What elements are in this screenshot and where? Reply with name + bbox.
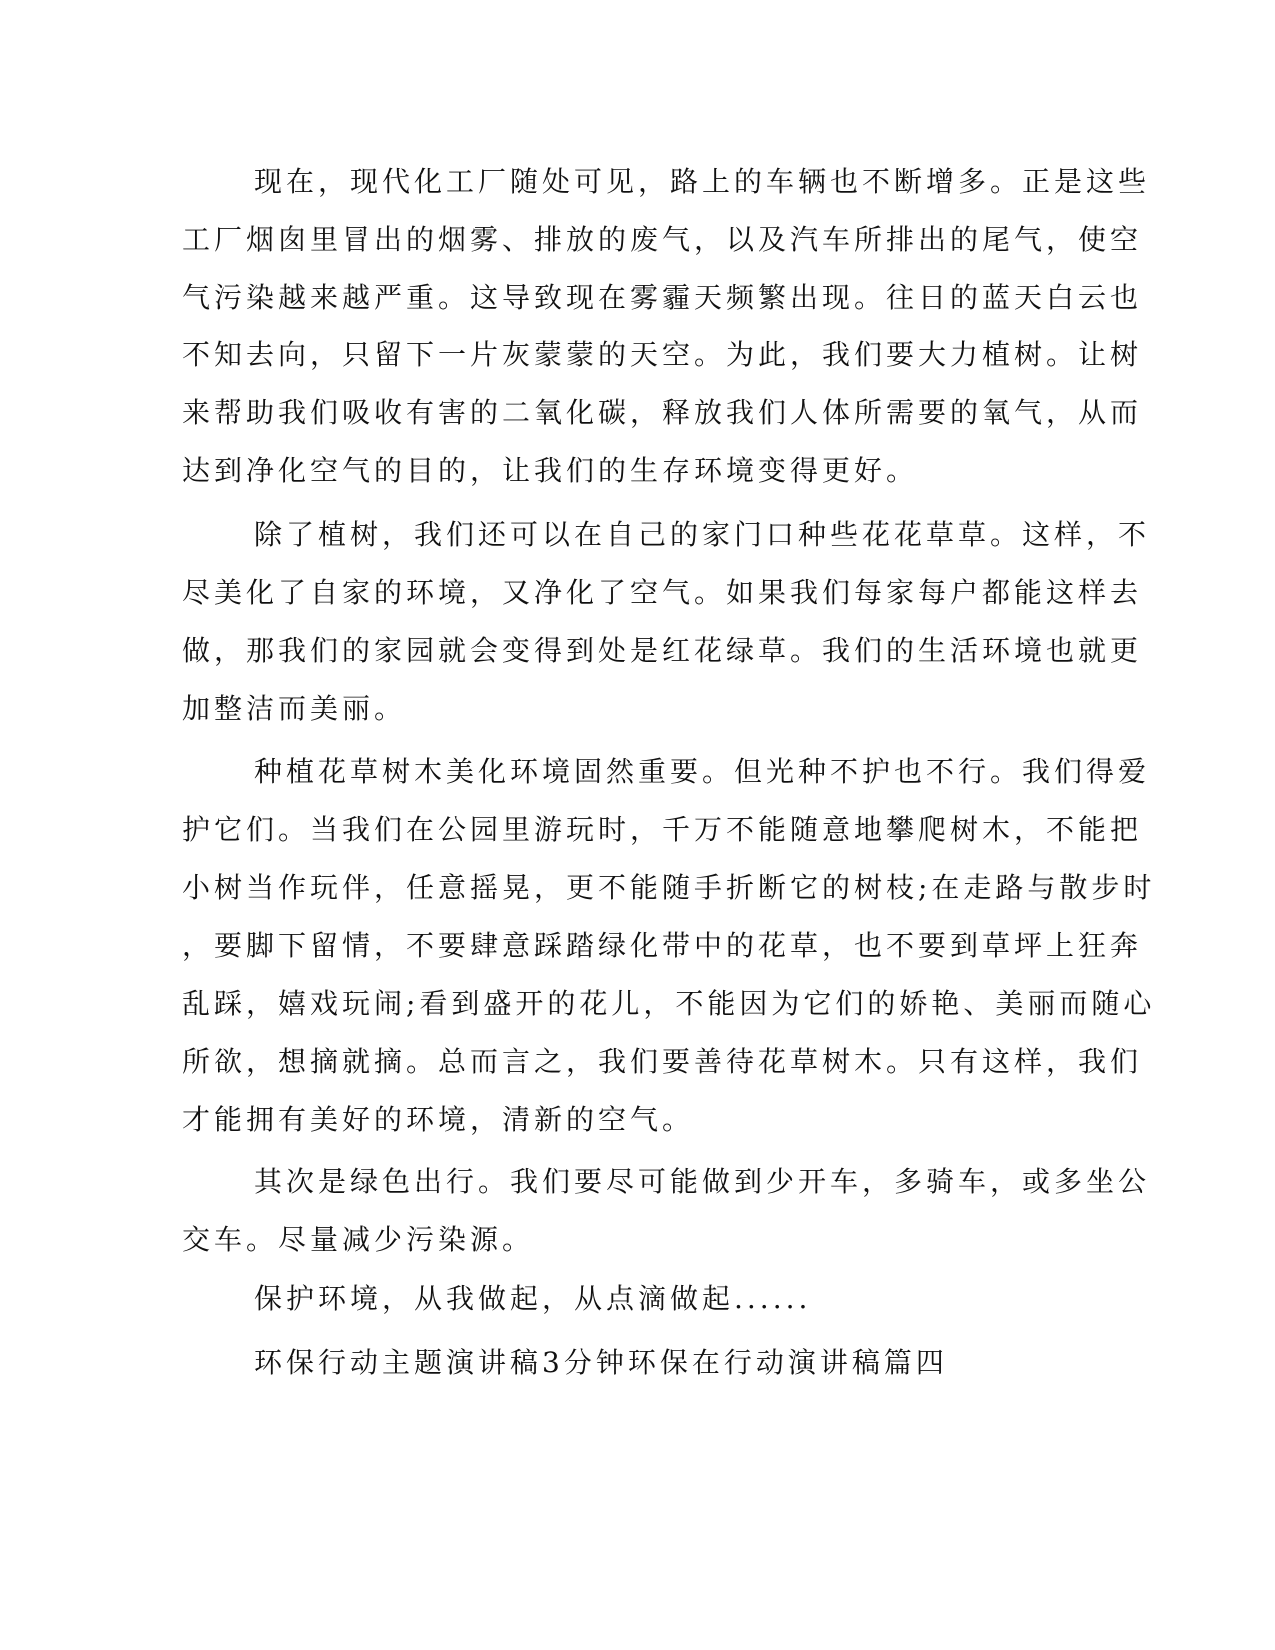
paragraph-3-line-5: 乱踩，嬉戏玩闹;看到盛开的花儿，不能因为它们的娇艳、美丽而随心 <box>182 987 1156 1020</box>
paragraph-2-line-1: 除了植树，我们还可以在自己的家门口种些花花草草。这样，不 <box>254 518 1151 551</box>
paragraph-1-line-4: 不知去向，只留下一片灰蒙蒙的天空。为此，我们要大力植树。让树 <box>182 338 1143 371</box>
paragraph-1-line-2: 工厂烟囱里冒出的烟雾、排放的废气，以及汽车所排出的尾气，使空 <box>182 223 1143 256</box>
paragraph-2-line-3: 做，那我们的家园就会变得到处是红花绿草。我们的生活环境也就更 <box>182 634 1143 667</box>
paragraph-3-line-6: 所欲，想摘就摘。总而言之，我们要善待花草树木。只有这样，我们 <box>182 1045 1143 1078</box>
paragraph-1-line-5: 来帮助我们吸收有害的二氧化碳，释放我们人体所需要的氧气，从而 <box>182 396 1143 429</box>
paragraph-3-line-7: 才能拥有美好的环境，清新的空气。 <box>182 1103 695 1136</box>
paragraph-3-line-4: ，要脚下留情，不要肆意踩踏绿化带中的花草，也不要到草坪上狂奔 <box>182 929 1143 962</box>
section-title: 环保行动主题演讲稿3分钟环保在行动演讲稿篇四 <box>254 1346 948 1379</box>
paragraph-1-line-1: 现在，现代化工厂随处可见，路上的车辆也不断增多。正是这些 <box>254 165 1151 198</box>
paragraph-5-line-1: 保护环境，从我做起，从点滴做起...... <box>254 1282 812 1315</box>
paragraph-2-line-2: 尽美化了自家的环境，又净化了空气。如果我们每家每户都能这样去 <box>182 576 1143 609</box>
paragraph-2-line-4: 加整洁而美丽。 <box>182 692 407 725</box>
paragraph-1-line-3: 气污染越来越严重。这导致现在雾霾天频繁出现。往日的蓝天白云也 <box>182 281 1143 314</box>
paragraph-3-line-2: 护它们。当我们在公园里游玩时，千万不能随意地攀爬树木，不能把 <box>182 813 1143 846</box>
paragraph-3-line-3: 小树当作玩伴，任意摇晃，更不能随手折断它的树枝;在走路与散步时 <box>182 871 1156 904</box>
paragraph-1-line-6: 达到净化空气的目的，让我们的生存环境变得更好。 <box>182 454 919 487</box>
paragraph-4-line-1: 其次是绿色出行。我们要尽可能做到少开车，多骑车，或多坐公 <box>254 1165 1151 1198</box>
paragraph-3-line-1: 种植花草树木美化环境固然重要。但光种不护也不行。我们得爱 <box>254 755 1151 788</box>
paragraph-4-line-2: 交车。尽量减少污染源。 <box>182 1223 535 1256</box>
